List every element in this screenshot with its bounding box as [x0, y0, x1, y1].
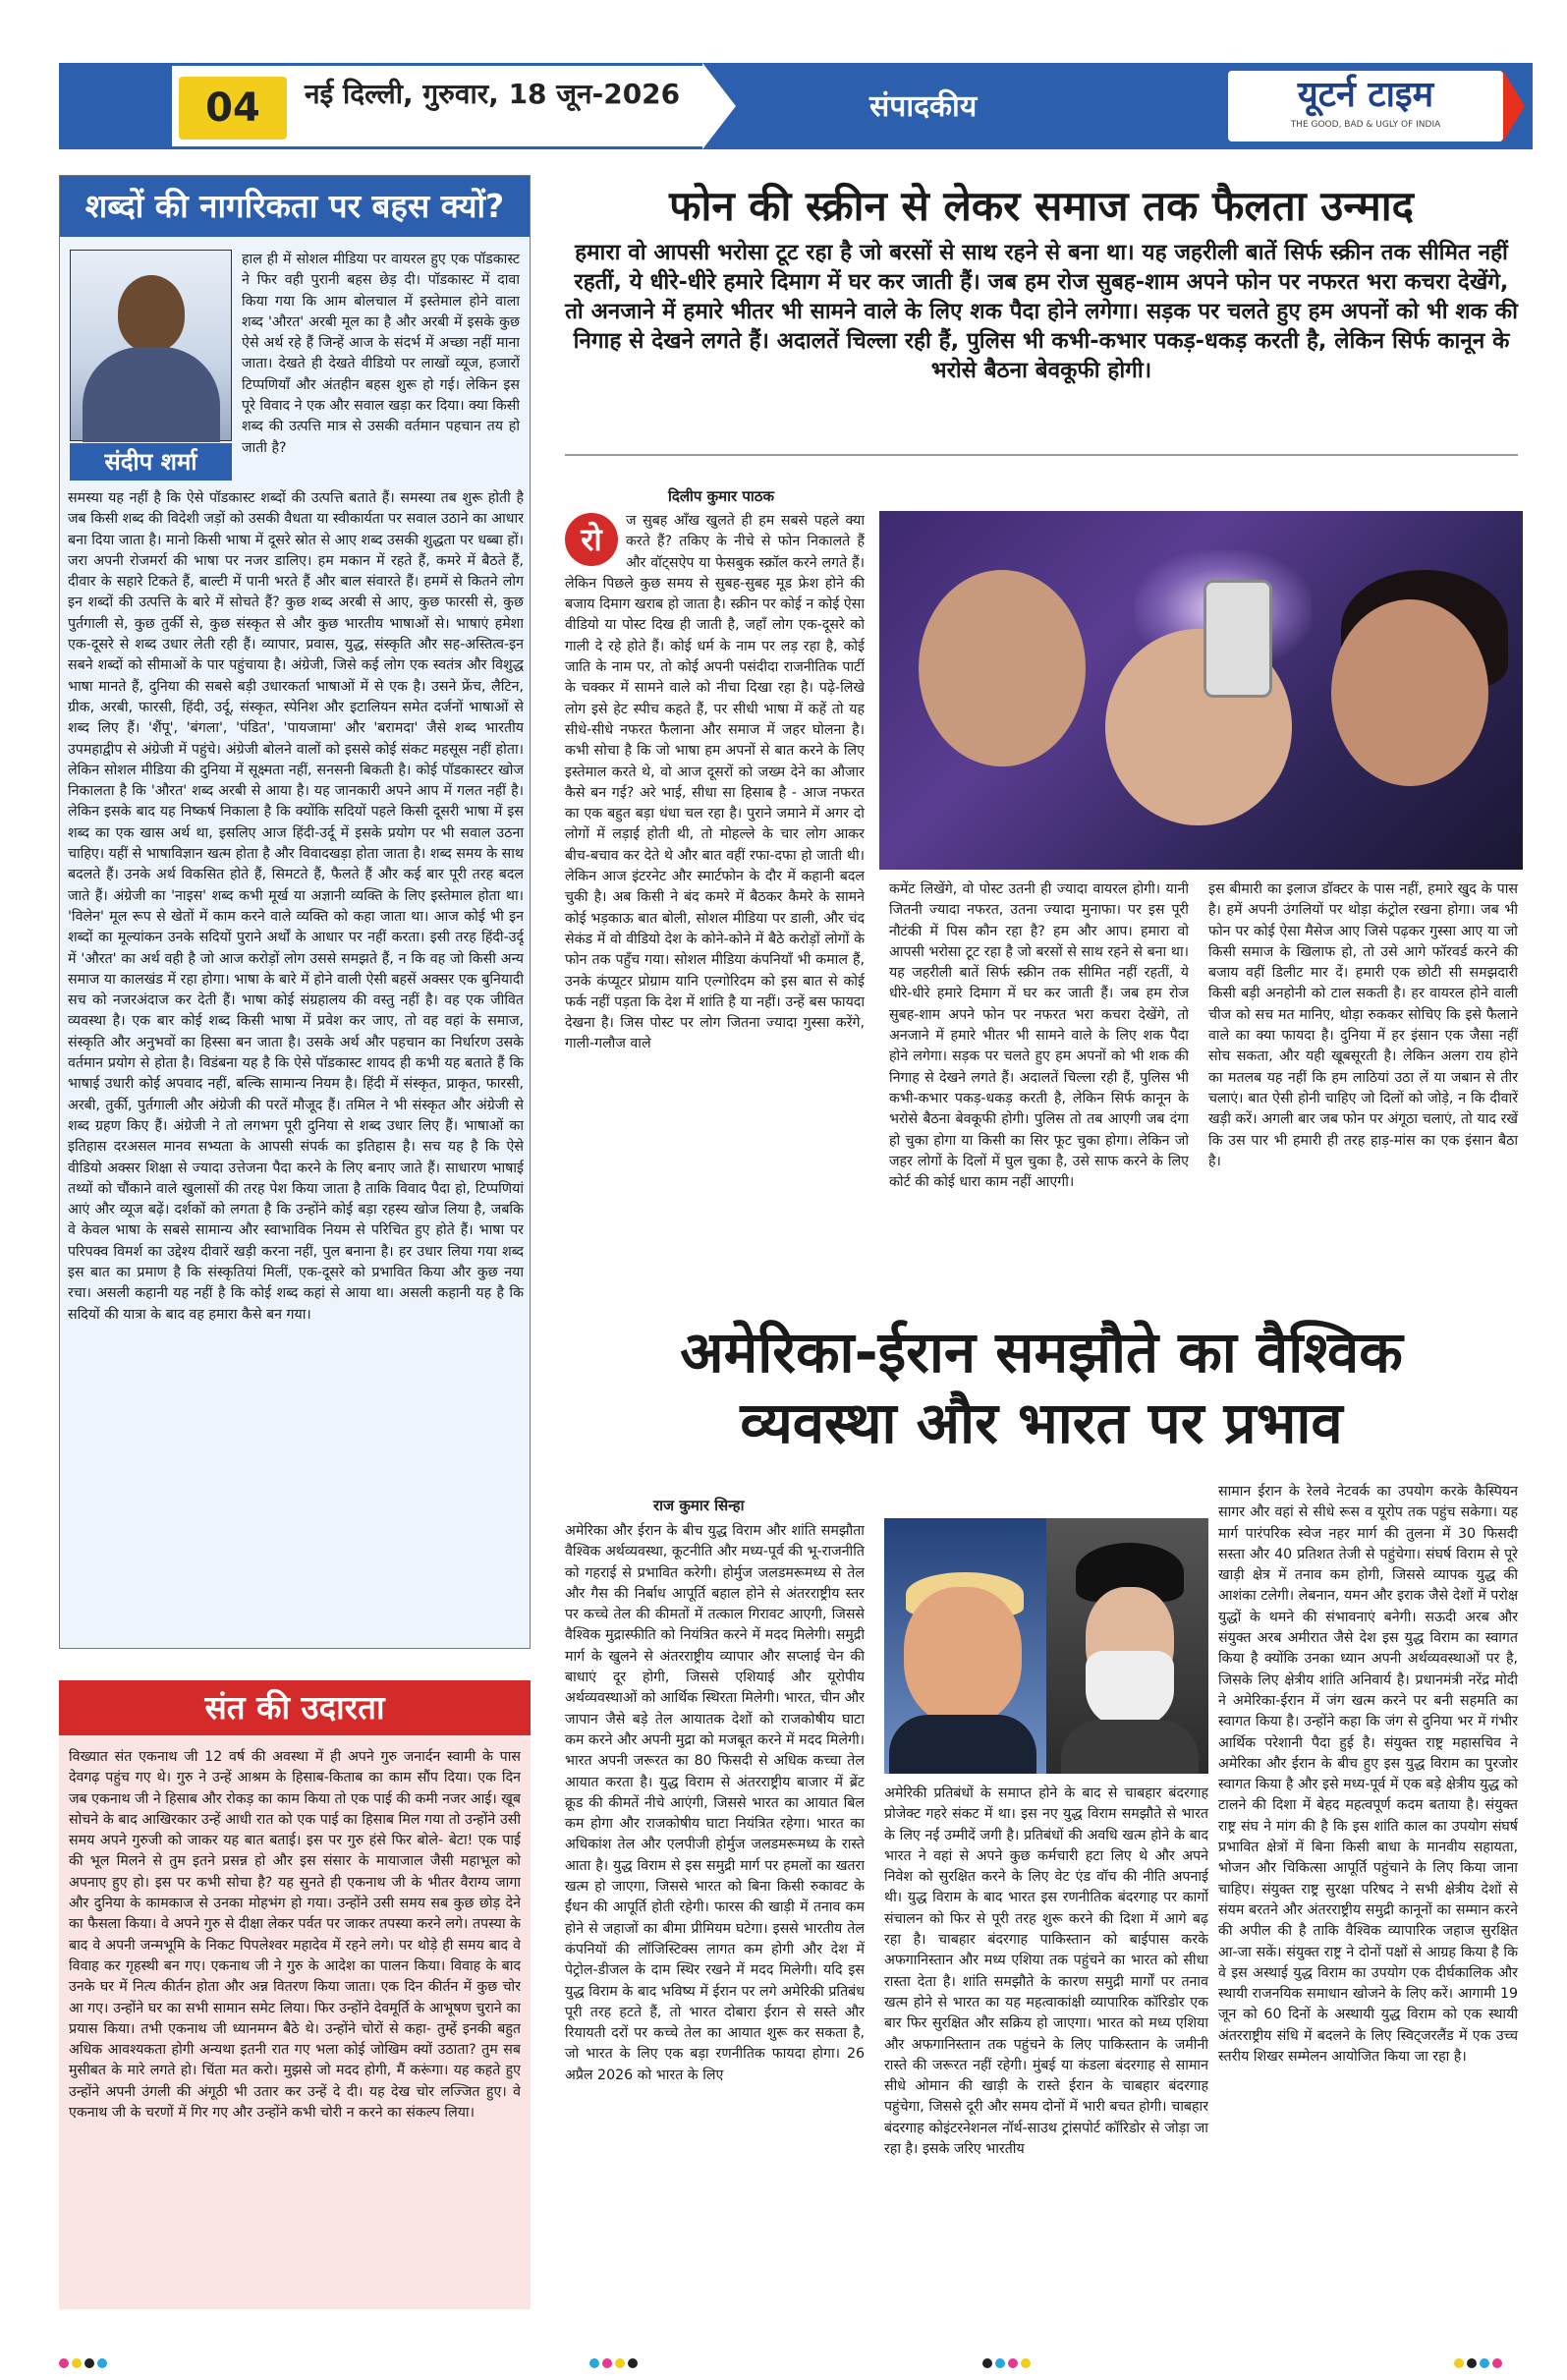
photo-face: [1331, 599, 1488, 786]
editorial-photo: [879, 511, 1523, 870]
editorial-col1: [565, 511, 865, 1297]
cyan-dot: [97, 2358, 107, 2368]
photo-face: [904, 1587, 1022, 1725]
registration-marks: [59, 2353, 110, 2365]
america-headline-line2: व्यवस्था और भारत पर प्रभाव: [740, 1389, 1343, 1456]
black-dot: [628, 2358, 638, 2368]
phone-icon: [1203, 580, 1272, 698]
america-headline: [565, 1317, 1518, 1458]
magenta-dot: [602, 2358, 612, 2368]
sant-article-body: विख्यात संत एकनाथ जी 12 वर्ष की अवस्था में ही अपने गुरु जनार्दन स्वामी के पास देवगढ़ पहुंच गए थे। गुरु ने उन्हें आश्रम के हिसाब-किताब का काम सौंप दिया। एक दिन जब एकनाथ जी ने हिसाब और रोकड़ का काम किया तो एक पाई की कमी नजर आई। खूब सोचने के बाद आखिरकार उन्हें आधी रात को एक पाई का हिसाब मिल गया तो उन्होंने उसी समय अपने गुरुजी को जाकर यह बात बताई। इस पर गुरु हंसे फिर बोले- बेटा! एक पाई की भूल मिलने से तुम इतने प्रसन्न हो और इस संसार के मायाजाल जैसी महाभूल को अपनाए हुए हो। इस पर कभी सोचा है? यह सुनते ही एकनाथ जी के भीतर वैराग्य जागा और दुनिया के कामकाज से उनका मोहभंग हो गया। उन्होंने उसी समय सब कुछ छोड़ देने का फैसला किया। वे अपने गुरु से दीक्षा लेकर पर्वत पर जाकर तपस्या करने लगे। तपस्या के बाद वे अपनी जन्मभूमि के निकट पिपलेश्वर महादेव में रहने लगे। पर थोड़े ही समय बाद वे विवाह कर गृहस्थी बन गए। एकनाथ जी ने गुरु के आदेश का पालन किया। विवाह के बाद उनके घर में नित्य कीर्तन होता और अन्न वितरण किया जाता। एक दिन कीर्तन में कुछ चोर आ गए। उन्होंने घर का सभी सामान समेट लिया। फिर उन्होंने देवमूर्ति के आभूषण चुराने का प्रयास किया। तभी एकनाथ जी ध्यानमग्न बैठे थे। उन्होंने चोरों से कहा- तुम्हें इनकी बहुत अधिक आवश्यकता होगी अन्यथा इतनी रात गए भला कोई जोखिम क्यों उठाता? तुम सब मुसीबत के मारे लगते हो। चिंता मत करो। मुझसे जो मदद होगी, मैं करूंगा। यह कहते हुए उन्होंने अपनी उंगली की अंगूठी भी उतार कर उन्हें दे दी। यह देख चोर लज्जित हुए। वे एकनाथ जी के चरणों में गिर गए और उन्होंने कभी चोरी न करने का संकल्प लिया।: [69, 1749, 521, 2122]
photo-suit: [889, 1715, 1036, 1774]
cyan-dot: [1480, 2358, 1489, 2368]
sant-article: [59, 1680, 531, 2309]
editorial-divider: [565, 454, 1518, 456]
black-dot: [1467, 2358, 1477, 2368]
editorial-dropcap: रो: [565, 513, 618, 566]
registration-marks: [1454, 2353, 1505, 2365]
left-article-body: समस्या यह नहीं है कि ऐसे पॉडकास्ट शब्दों की उत्पत्ति बताते हैं। समस्या तब शुरू होती है जब किसी शब्द की विदेशी जड़ों को उसकी वैधता या स्वीकार्यता पर सवाल उठाने का आधार बना दिया जाता है। मानो किसी भाषा में दूसरे स्रोत से आए शब्द उसकी शुद्धता पर धब्बा हों। जरा अपनी रोजमर्रा की भाषा पर नजर डालिए। हम मकान में रहते हैं, कमरे में बैठते हैं, दीवार के सहारे टिकते हैं, बाल्टी में पानी भरते हैं और बाल संवारते हैं। हममें से कितने लोग इन शब्दों की उत्पत्ति के बारे में सोचते हैं? कुछ शब्द अरबी से आए, कुछ फारसी से, कुछ पुर्तगाली से, कुछ तुर्की से, कुछ संस्कृत से और कुछ भारतीय भाषाओं से। भाषाएं हमेशा एक-दूसरे से शब्द उधार लेती रही हैं। व्यापार, प्रवास, युद्ध, संस्कृति और सह-अस्तित्व-इन सबने शब्दों को सीमाओं के पार पहुंचाया है। अंग्रेजी, जिसे कई लोग एक स्वतंत्र और विशुद्ध भाषा मानते हैं, दुनिया की सबसे बड़ी उधारकर्ता भाषाओं में से एक है। उसने फ्रेंच, लैटिन, ग्रीक, अरबी, फारसी, हिंदी, उर्दू, संस्कृत, स्पेनिश और इटालियन समेत दर्जनों भाषाओं से शब्द लिए हैं। 'शैंपू', 'बंगला', 'पंडित', 'पायजामा' और 'बरामदा' जैसे शब्द भारतीय उपमहाद्वीप से अंग्रेजी में पहुंचे। अंग्रेजी बोलने वालों को इससे कोई संकट महसूस नहीं होता। लेकिन सोशल मीडिया की दुनिया में सूक्ष्मता नहीं, सनसनी बिकती है। कोई पॉडकास्टर खोज निकालता है कि 'औरत' शब्द अरबी से आया है। यह जानकारी अपने आप में गलत नहीं है। लेकिन इसके बाद यह निष्कर्ष निकाला है कि क्योंकि सदियों पहले किसी दूसरी भाषा में इस शब्द का एक खास अर्थ था, इसलिए आज हिंदी-उर्दू में इसके प्रयोग पर भी सवाल उठना चाहिए। यहीं से भाषाविज्ञान खत्म होता है और विवादखड़ा होता जाता है। शब्द समय के साथ बदलते हैं। उनके अर्थ विकसित होते हैं, सिमटते हैं, फैलते हैं और कई बार पूरी तरह बदल जाते हैं। अंग्रेजी का 'नाइस' शब्द कभी मूर्ख या अज्ञानी व्यक्ति के लिए इस्तेमाल होता था। 'विलेन' मूल रूप से खेतों में काम करने वाले व्यक्ति को कहा जाता था। आज कोई भी इन शब्दों का मूल्यांकन उनके सदियों पुराने अर्थों के आधार पर नहीं करता। इसी तरह हिंदी-उर्दू में 'औरत' का अर्थ वही है जो आज करोड़ों लोग उससे समझते हैं, न कि वह जो किसी अन्य समाज या कालखंड में रहा होगा। भाषा के बारे में होने वाली ऐसी बहसें अक्सर एक बुनियादी सच को नजरअंदाज कर देती हैं। भाषा कोई संग्रहालय की वस्तु नहीं है। वह एक जीवित व्यवस्था है। एक बार कोई शब्द किसी भाषा में प्रवेश कर जाए, तो वह वहां के समाज, संस्कृति और अनुभवों का हिस्सा बन जाता है। उसके अर्थ और पहचान का निर्धारण उसके वर्तमान प्रयोग से होता है। विडंबना यह है कि ऐसे पॉडकास्ट शायद ही कभी यह बताते हैं कि भाषाई उधारी कोई अपवाद नहीं, बल्कि सामान्य नियम है। हिंदी में संस्कृत, प्राकृत, फारसी, अरबी, तुर्की, पुर्तगाली और अंग्रेजी की परतें मौजूद हैं। तमिल ने भी संस्कृत और अंग्रेजी से शब्द ग्रहण किए हैं। अंग्रेजी ने तो लगभग पूरी दुनिया से शब्द उधार लिए हैं। भाषाओं का इतिहास दरअसल मानव सभ्यता के आपसी संपर्क का इतिहास है। सच यह है कि ऐसे वीडियो अक्सर शिक्षा से ज्यादा उत्तेजना पैदा करने के लिए बनाए जाते हैं। साधारण भाषाई तथ्यों को चौंकाने वाले खुलासों की तरह पेश किया जाता है ताकि विवाद पैदा हो, टिप्पणियां आएं और व्यूज बढ़ें। दर्शकों को लगता है कि उन्होंने कोई बड़ा रहस्य खोज लिया है, जबकि वे केवल भाषा के सबसे सामान्य और स्वाभाविक नियम से परिचित हुए होते हैं। भाषा पर परिपक्व विमर्श का उद्देश्य दीवारें खड़ी करना नहीं, पुल बनाना है। हर उधार लिया गया शब्द इस बात का प्रमाण है कि संस्कृतियां मिलीं, एक-दूसरे को प्रभावित किया और कुछ नया रचा। असली कहानी यह नहीं है कि कोई शब्द कहां से आया था। असली कहानी यह है कि सदियों की यात्रा के बाद वह हमारा कैसे बन गया।: [68, 490, 524, 1323]
dateline: नई दिल्ली, गुरुवार, 18 जून-2026: [305, 78, 681, 110]
left-article-title: शब्दों की नागरिकता पर बहस क्यों?: [60, 176, 530, 237]
photo-face: [919, 570, 1086, 766]
newspaper-logo: [1228, 71, 1503, 142]
editorial-headline: फोन की स्क्रीन से लेकर समाज तक फैलता उन्माद: [669, 182, 1414, 230]
left-article: [59, 175, 531, 1649]
registration-marks: [982, 2353, 1034, 2365]
author-shoulders: [83, 347, 220, 442]
magenta-dot: [59, 2358, 69, 2368]
america-col1: अमेरिका और ईरान के बीच युद्ध विराम और शांति समझौता वैश्विक अर्थव्यवस्था, कूटनीति और मध्य-पूर्व की भू-राजनीति को गहराई से प्रभावित करेगी। होर्मुज जलडमरूमध्य से तेल और गैस की निर्बाध आपूर्ति बहाल होने से अंतरराष्ट्रीय स्तर पर कच्चे तेल की कीमतों में तत्काल गिरावट आएगी, जिससे वैश्विक मुद्रास्फीति को नियंत्रित करने में मदद मिलेगी। समुद्री मार्ग के खुलने से अंतरराष्ट्रीय व्यापार और सप्लाई चेन की बाधाएं दूर होगी, जिससे एशियाई और यूरोपीय अर्थव्यवस्थाओं को आर्थिक स्थिरता मिलेगी। भारत, चीन और जापान जैसे बड़े तेल आयातक देशों को राजकोषीय घाटा कम करने और अपनी मुद्रा को मजबूत करने में मदद मिलेगी। भारत अपनी जरूरत का 80 फिसदी से अधिक कच्चा तेल आयात करता है। युद्ध विराम से अंतरराष्ट्रीय बाजार में ब्रेंट क्रूड की कीमतें नीचे आएंगी, जिससे भारत का आयात बिल कम होगा और राजकोषीय घाटा नियंत्रित रहेगा। भारत का अधिकांश तेल और एलपीजी होर्मुज जलडमरूमध्य के रास्ते आता है। युद्ध विराम से इस समुद्री मार्ग पर हमलों का खतरा खत्म हो जाएगा, जिससे भारत को बिना किसी रुकावट के ईंधन की आपूर्ति होती रहेगी। फारस की खाड़ी में तनाव कम होने से जहाजों का बीमा प्रीमियम घटेगा। इससे भारतीय तेल कंपनियों की लॉजिस्टिक्स लागत कम होगी और देश में पेट्रोल-डीजल के दाम स्थिर रखने में मदद मिलेगी। यदि इस युद्ध विराम के बाद भविष्य में ईरान पर लगे अमेरिकी प्रतिबंध पूरी तरह हटते हैं, तो भारत दोबारा ईरान से सस्ते और रियायती दरों पर कच्चे तेल का आयात शुरू कर सकता है, जो भारत के लिए एक बड़ा रणनीतिक फायदा होगा। 26 अप्रैल 2026 को भारत के लिए: [565, 1523, 865, 2083]
yellow-dot: [72, 2358, 82, 2368]
logo-name: यूटर्न टाइम: [1297, 75, 1434, 115]
america-byline: राज कुमार सिन्हा: [653, 1497, 745, 1514]
america-headline-line1: अमेरिका-ईरान समझौते का वैश्विक: [680, 1319, 1403, 1386]
black-dot: [982, 2358, 992, 2368]
photo-beard: [1086, 1651, 1174, 1729]
logo-tagline: THE GOOD, BAD & UGLY OF INDIA: [1290, 120, 1441, 130]
page-header: [59, 63, 1533, 149]
america-photo: [884, 1518, 1208, 1774]
registration-marks: [589, 2353, 641, 2365]
yellow-dot: [1454, 2358, 1464, 2368]
yellow-dot: [1021, 2358, 1031, 2368]
editorial-deck: हमारा वो आपसी भरोसा टूट रहा है जो बरसों से साथ रहने से बना था। यह जहरीली बातें सिर्फ स्क्रीन तक सीमित नहीं रहतीं, ये धीरे-धीरे हमारे दिमाग में घर कर जाती हैं। जब हम रोज सुबह-शाम अपने फोन पर नफरत भरा कचरा देखेंगे, तो अनजाने में हमारे भीतर भी सामने वाले के लिए शक पैदा होने लगेगा। सड़क पर चलते हुए हम अपनों को भी शक की निगाह से देखने लगते हैं। अदालतें चिल्ला रही हैं, पुलिस भी कभी-कभार पकड़-धकड़ करती है, लेकिन सिर्फ कानून के भरोसे बैठना बेवकूफी होगी।: [565, 240, 1518, 383]
america-col2: अमेरिकी प्रतिबंधों के समाप्त होने के बाद से चाबहार बंदरगाह प्रोजेक्ट गहरे संकट में था। इस नए युद्ध विराम समझौते से भारत के लिए नई उम्मीदें जगी है। प्रतिबंधों की अवधि खत्म होने के बाद भारत ने वहां से अपने कुछ कर्मचारी हटा लिए थे और अपने निवेश को सुरक्षित करने के लिए वेट एंड वॉच की नीति अपनाई थी। युद्ध विराम के बाद भारत इस रणनीतिक बंदरगाह पर कार्गो संचालन को फिर से पूरी तरह शुरू करने की दिशा में आगे बढ़ रहा है। चाबहार बंदरगाह पाकिस्तान को बाईपास करके अफगानिस्तान और मध्य एशिया तक पहुंचने का भारत को सीधा रास्ता देता है। शांति समझौते के कारण समुद्री मार्गों पर तनाव खत्म होने से भारत का यह महत्वाकांक्षी व्यापारिक कॉरिडोर एक बार फिर सुरक्षित और सक्रिय हो जाएगा। भारत को मध्य एशिया और अफगानिस्तान तक पहुंचने के लिए पाकिस्तान के जमीनी रास्ते की जरूरत नहीं रहेगी। मुंबई या कंडला बंदरगाह से सामान सीधे ओमान की खाड़ी के रास्ते ईरान के चाबहार बंदरगाह पहुंचेगा, जिससे दूरी और समय दोनों में भारी बचत होगी। चाबहार बंदरगाह कोइंटरनेशनल नॉर्थ-साउथ ट्रांसपोर्ट कॉरिडोर से जोड़ा जा रहा है। इसके जरिए भारतीय: [884, 1785, 1208, 2158]
editorial-col3: इस बीमारी का इलाज डॉक्टर के पास नहीं, हमारे खुद के पास है। हमें अपनी उंगलियों पर थोड़ा कंट्रोल रखना होगा। जब भी फोन पर कोई ऐसा मैसेज आए जिसे पढ़कर गुस्सा आए या जो किसी समाज के खिलाफ हो, तो उसे आगे फॉरवर्ड करने की बजाय वहीं डिलीट मार दें। हमारी एक छोटी सी समझदारी किसी बड़ी अनहोनी को टाल सकती है। हर वायरल होने वाली चीज को सच मत मानिए, थोड़ा रुककर सोचिए कि इसे फैलाने वाले का क्या फायदा है। दुनिया में हर इंसान एक जैसा नहीं सोच सकता, और यही खूबसूरती है। लेकिन अलग राय होने का मतलब यह नहीं कि हम लाठियां उठा लें या जबान से तीर चलाएं। बात ऐसी होनी चाहिए जो दिलों को जोड़े, न कि दीवारें खड़ी करें। अगली बार जब फोन पर अंगूठा चलाएं, तो याद रखें कि उस पार भी हमारी ही तरह हाड़-मांस का एक इंसान बैठा है।: [1208, 881, 1518, 1169]
editorial-col1-text: ज सुबह आँख खुलते ही हम सबसे पहले क्या करते हैं? तकिए के नीचे से फोन निकालते हैं और वॉट्सऐप या फेसबुक स्क्रॉल करने लगते हैं। लेकिन पिछले कुछ समय से सुबह-सुबह मूड फ्रेश होने की बजाय दिमाग खराब हो जाता है। स्क्रीन पर कोई न कोई ऐसा वीडियो या पोस्ट दिख ही जाती है, जहाँ लोग एक-दूसरे को गाली दे रहे होते हैं। कोई धर्म के नाम पर लड़ रहा है, कोई जाति के नाम पर, तो कोई अपनी पसंदीदा राजनीतिक पार्टी के चक्कर में सामने वाले को नीचा दिखा रहा है। पढ़े-लिखे लोग इसे हेट स्पीच कहते हैं, पर सीधी भाषा में कहें तो यह सीधे-सीधे नफरत फैलाना और समाज में जहर घोलना है। कभी सोचा है कि जो भाषा हम अपनों से बात करने के लिए इस्तेमाल करते थे, वो आज दूसरों को जख्म देने का औजार कैसे बन गई? अरे भाई, सीधा सा हिसाब है - आज नफरत का एक बहुत बड़ा धंधा चल रहा है। पुराने जमाने में अगर दो लोगों में लड़ाई होती थी, तो मोहल्ले के चार लोग आकर बीच-बचाव कर देते थे और बात वहीं रफा-दफा हो जाती थी। लेकिन आज इंटरनेट और स्मार्टफोन के दौर में कहानी बदल चुकी है। अब किसी ने बंद कमरे में बैठकर कैमरे के सामने कोई भड़काऊ बात बोली, सोशल मीडिया पर डाली, और चंद सेकंड में वो वीडियो देश के कोने-कोने में बैठे करोड़ों लोगों के फोन तक पहुँच गया। सोशल मीडिया कंपनियाँ भी कमाल हैं, उनके कंप्यूटर प्रोग्राम यानि एल्गोरिदम को इस बात से कोई फर्क नहीं पड़ता कि देश में शांति है या नहीं। उन्हें बस फायदा देखना है। जिस पोस्ट पर लोग जितना ज्यादा गुस्सा करेंगे, गाली-गलौज वाले: [565, 513, 865, 1052]
left-article-intro: हाल ही में सोशल मीडिया पर वायरल हुए एक पॉडकास्ट ने फिर वही पुरानी बहस छेड़ दी। पॉडकास्ट में दावा किया गया कि आम बोलचाल में इस्तेमाल होने वाला शब्द 'औरत' अरबी मूल का है और अरबी में इसके कुछ ऐसे अर्थ रहे हैं जिन्हें आज के संदर्भ में अच्छा नहीं माना जाता। देखते ही देखते वीडियो पर लाखों व्यूज, हजारों टिप्पणियाँ और अंतहीन बहस शुरू हो गई। लेकिन इस पूरे विवाद ने एक और सवाल खड़ा कर दिया। क्या किसी शब्द की उत्पत्ति मात्र से उसकी वर्तमान पहचान तय हो जाती है?: [242, 252, 520, 456]
section-title: संपादकीय: [869, 89, 978, 124]
editorial-col2: कमेंट लिखेंगे, वो पोस्ट उतनी ही ज्यादा वायरल होगी। यानी जितनी ज्यादा नफरत, उतना ज्यादा मुनाफा। पर इस पूरी नौटंकी में पिस कौन रहा है? हम और आप। हमारा वो आपसी भरोसा टूट रहा है जो बरसों से साथ रहने से बना था। यह जहरीली बातें सिर्फ स्क्रीन तक सीमित नहीं रहतीं, ये धीरे-धीरे हमारे दिमाग में घर कर जाती हैं। जब हम रोज सुबह-शाम अपने फोन पर नफरत भरा कचरा देखेंगे, तो अनजाने में हमारे भीतर भी सामने वाले के लिए शक पैदा होने लगेगा। सड़क पर चलते हुए हम अपनों को भी शक की निगाह से देखने लगते हैं। अदालतें चिल्ला रही हैं, पुलिस भी कभी-कभार पकड़-धकड़ करती है, लेकिन सिर्फ कानून के भरोसे बैठना बेवकूफी होगी। पुलिस तो तब आएगी जब दंगा हो चुका होगा या किसी का सिर फूट चुका होगा। लेकिन जो जहर लोगों के दिलों में घुल चुका है, उसे साफ करने के लिए कोर्ट की कोई धारा काम नहीं आएगी।: [889, 881, 1189, 1191]
cyan-dot: [995, 2358, 1005, 2368]
magenta-dot: [1008, 2358, 1018, 2368]
page-number: 04: [179, 77, 287, 140]
cyan-dot: [589, 2358, 599, 2368]
black-dot: [84, 2358, 94, 2368]
author-photo: [70, 250, 232, 441]
editorial-byline: दिलीप कुमार पाठक: [668, 487, 775, 505]
photo-robe: [1061, 1720, 1199, 1774]
author-head: [118, 275, 185, 352]
sant-article-title: संत की उदारता: [59, 1680, 531, 1735]
header-arrow: [702, 63, 736, 149]
author-name: संदीप शर्मा: [70, 443, 232, 481]
america-col3: सामान ईरान के रेलवे नेटवर्क का उपयोग करके कैस्पियन सागर और वहां से सीधे रूस व यूरोप तक पहुंच सकेगा। यह मार्ग पारंपरिक स्वेज नहर मार्ग की तुलना में 30 फिसदी सस्ता और 40 प्रतिशत तेजी से पहुंचेगा। संघर्ष विराम से पूरे खाड़ी क्षेत्र में तनाव कम होगी, जिससे व्यापक युद्ध की आशंका टलेगी। लेबनान, यमन और इराक जैसे देशों में परोक्ष युद्धों के थमने की संभावनाएं बनेगी। सऊदी अरब और संयुक्त अरब अमीरात जैसे देश इस युद्ध विराम का स्वागत किया है क्योंकि उनका ध्यान अपनी अर्थव्यवस्थाओं पर है, जिसके लिए क्षेत्रीय शांति अनिवार्य है। प्रधानमंत्री नरेंद्र मोदी ने अमेरिका-ईरान में जंग खत्म करने पर बनी सहमति का स्वागत किया है। उन्होंने कहा कि जंग से दुनिया भर में गंभीर आर्थिक परेशानी पैदा हुई है। संयुक्त राष्ट्र महासचिव ने अमेरिका और ईरान के बीच हुए इस युद्ध विराम का पुरजोर स्वागत किया है और इसे मध्य-पूर्व में एक बड़े क्षेत्रीय युद्ध को टालने की दिशा में बेहद महत्वपूर्ण कदम बताया है। संयुक्त राष्ट्र संघ ने मांग की है कि इस शांति काल का उपयोग संघर्ष प्रभावित क्षेत्रों में बिना किसी बाधा के मानवीय सहायता, भोजन और चिकित्सा आपूर्ति पहुंचाने के लिए किया जाना चाहिए। संयुक्त राष्ट्र सुरक्षा परिषद ने सभी क्षेत्रीय देशों से संयम बरतने और अंतरराष्ट्रीय समुद्री कानूनों का सम्मान करने की अपील की है ताकि वैश्विक व्यापारिक जहाज सुरक्षित आ-जा सकें। संयुक्त राष्ट्र ने दोनों पक्षों से आग्रह किया है कि वे इस अस्थाई युद्ध विराम का उपयोग एक दीर्घकालिक और स्थायी राजनयिक समाधान खोजने के लिए करें। आगामी 19 जून को 60 दिनों के अस्थायी युद्ध विराम को एक स्थायी अंतरराष्ट्रीय संधि में बदलने के लिए स्विट्जरलैंड में एक उच्च स्तरीय शिखर सम्मेलन आयोजित किया जा रहा है।: [1218, 1484, 1518, 2066]
yellow-dot: [615, 2358, 625, 2368]
magenta-dot: [1492, 2358, 1502, 2368]
logo-arrow-icon: [1503, 71, 1525, 142]
